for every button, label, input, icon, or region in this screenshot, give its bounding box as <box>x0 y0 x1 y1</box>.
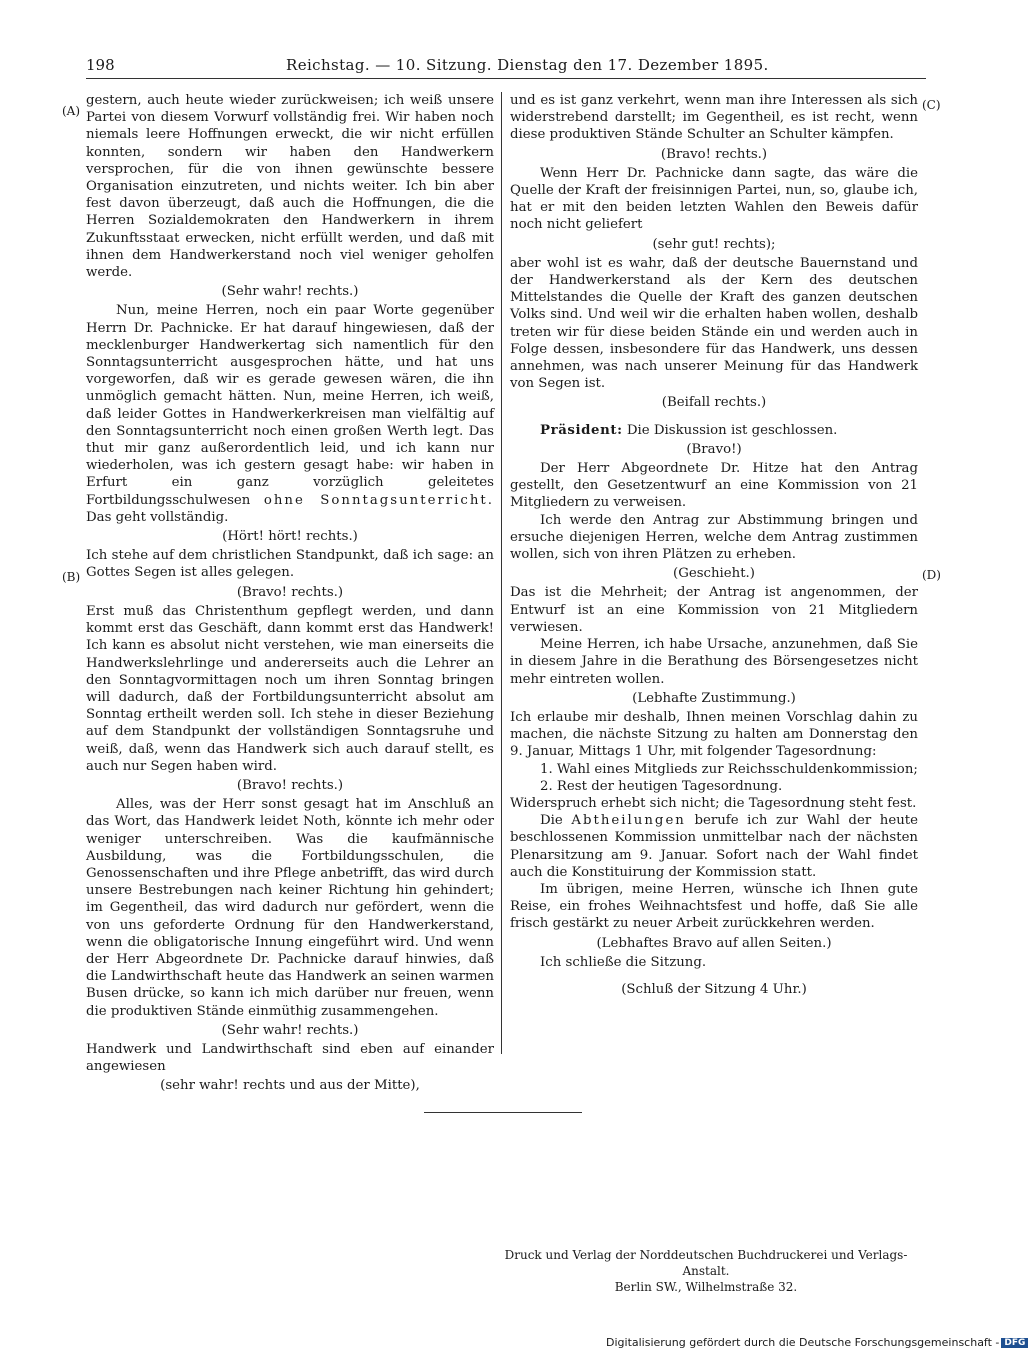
interjection: (Geschieht.) <box>673 566 755 582</box>
interjection: (Bravo! rechts.) <box>236 777 344 793</box>
speaker-name: Präsident: <box>540 422 623 438</box>
paragraph: Nun, meine Herren, noch ein paar Worte gegenüber Herrn Dr. Pachnicke. Er hat darauf hingewiesen, daß der mecklenburger Handwerkertag sich namentlich für den Sonntagsunterricht ausgesprochen hätte, und hat uns vorgeworfen, daß wir es gerade gewesen wären, die ihn unmöglich gemacht hätten. Nun, meine Herren, ich weiß, daß leider Gottes in Handwerkerkreisen man vielfältig auf den Sonntagsunterricht noch einen großen Werth legt. Das thut mir ganz außerordentlich leid, und ich kann nur wiederholen, was ich gestern gesagt habe: wir haben in Erfurt ein ganz vorzüglich geleitetes Fortbildungsschulwesen ohne Sonntagsunterricht. Das geht vollständig. <box>86 303 494 525</box>
paragraph: Das ist die Mehrheit; der Antrag ist angenommen, der Entwurf ist an eine Kommission von 21 Mitgliedern verwiesen. <box>510 585 918 635</box>
imprint <box>486 1247 926 1295</box>
paragraph: Im übrigen, meine Herren, wünsche ich Ihnen gute Reise, ein frohes Weihnachtsfest und hoffe, daß Sie alle frisch gestärkt zu neuer Arbeit zurückkehren werden. <box>510 881 918 932</box>
paragraph: Die Abtheilungen berufe ich zur Wahl der heute beschlossenen Kommission unmittelbar nach der nächsten Plenarsitzung am 9. Januar. Sofort nach der Wahl findet auch die Konstituirung der Kommission statt. <box>510 813 918 880</box>
paragraph: Präsident: Die Diskussion ist geschlossen. <box>540 422 838 438</box>
interjection: (Lebhafte Zustimmung.) <box>632 690 796 706</box>
dfg-logo: DFG <box>1001 1338 1028 1348</box>
paragraph: Erst muß das Christenthum gepflegt werden, und dann kommt erst das Geschäft, dann kommt erst das Handwerk! Ich kann es absolut nicht verstehen, wie man einerseits die Handwerkslehrlinge und andererseits auch die Lehrer an den Sonntagvormittagen noch um ihren Sonntag bringen will dadurch, daß der Fortbildungsunterricht absolut am Sonntag ertheilt werden soll. Ich stehe in dieser Beziehung auf dem Standpunkt der vollständigen Sonntagsruhe und weiß, daß, wenn das Handwerk sich auch darauf stellt, es auch nur Segen haben wird. <box>86 603 494 774</box>
session-close: (Schluß der Sitzung 4 Uhr.) <box>621 981 807 997</box>
paragraph: Alles, was der Herr sonst gesagt hat im Anschluß an das Wort, das Handwerk leidet Noth, könnte ich mehr oder weniger unterschreiben. Was die kaufmännische Ausbildung, was die Fortbildungsschulen, die Genossenschaften und ihre Pflege anbetrifft, das wird durch unsere Bestrebungen nach keiner Richtung hin gehindert; im Gegentheil, das wird dadurch nur gefördert, wenn die von uns geforderte Ordnung für den Handwerkerstand, wenn die obligatorische Innung eingeführt wird. Und wenn der Herr Abgeordnete Dr. Pachnicke darauf hinwies, daß die Landwirthschaft heute das Handwerk an seinen warmen Busen drücke, so kann ich mich darüber nur freuen, wenn die produktiven Stände einmüthig zusammengehen. <box>86 797 494 1019</box>
paragraph: Widerspruch erhebt sich nicht; die Tagesordnung steht fest. <box>510 795 917 811</box>
paragraph: Wenn Herr Dr. Pachnicke dann sagte, das wäre die Quelle der Kraft der freisinnigen Partei, nun, so, glaube ich, hat er mit den beiden letzten Wahlen den Beweis dafür noch nicht geliefert <box>510 165 918 233</box>
agenda-item: 2. Rest der heutigen Tagesordnung. <box>540 778 783 794</box>
interjection: (Bravo!) <box>686 441 742 457</box>
margin-marker-b: (B) <box>62 570 81 584</box>
digitization-note <box>606 1336 1026 1352</box>
margin-marker-c: (C) <box>922 98 941 112</box>
end-rule <box>424 1112 582 1113</box>
column-divider <box>501 92 502 1054</box>
paragraph: Ich erlaube mir deshalb, Ihnen meinen Vorschlag dahin zu machen, die nächste Sitzung zu halten am Donnerstag den 9. Januar, Mittags 1 Uhr, mit folgender Tagesordnung: <box>510 709 918 760</box>
funding-text: Digitalisierung gefördert durch die Deutsche Forschungsgemeinschaft - <box>606 1336 1000 1349</box>
interjection: (Bravo! rechts.) <box>236 584 344 600</box>
imprint-line: Druck und Verlag der Norddeutschen Buchdruckerei und Verlags-Anstalt. <box>504 1248 908 1278</box>
page-header <box>86 54 926 79</box>
paragraph: Ich schließe die Sitzung. <box>540 954 707 970</box>
interjection: (Sehr wahr! rechts.) <box>221 284 359 300</box>
interjection: (Lebhaftes Bravo auf allen Seiten.) <box>596 935 832 951</box>
margin-marker-a: (A) <box>62 104 81 118</box>
paragraph: aber wohl ist es wahr, daß der deutsche Bauernstand und der Handwerkerstand als der Kern des deutschen Mittelstandes die Quelle der Kraft des ganzen deutschen Volks sind. Und weil wir die erhalten haben wollen, deshalb treten wir für diese beiden Stände ein und werden auch in Folge dessen, insbesondere für das Handwerk, uns dessen annehmen, was nach unserer Meinung für das Handwerk von Segen ist. <box>510 255 918 392</box>
emphasis: Abtheilungen <box>571 813 686 829</box>
paragraph: Ich werde den Antrag zur Abstimmung bringen und ersuche diejenigen Herren, welche dem Antrag zustimmen wollen, sich von ihren Plätzen zu erheben. <box>510 512 918 563</box>
paragraph: Handwerk und Landwirthschaft sind eben auf einander angewiesen <box>86 1041 494 1075</box>
emphasis: ohne Sonntagsunterricht. <box>263 492 494 508</box>
interjection: (Sehr wahr! rechts.) <box>221 1022 359 1038</box>
interjection: (sehr gut! rechts); <box>652 236 776 252</box>
paragraph: Meine Herren, ich habe Ursache, anzunehmen, daß Sie in diesem Jahre in die Berathung des Börsengesetzes nicht mehr eintreten wollen. <box>510 637 918 687</box>
paragraph: Der Herr Abgeordnete Dr. Hitze hat den Antrag gestellt, den Gesetzentwurf an eine Kommission von 21 Mitgliedern zu verweisen. <box>510 461 918 511</box>
interjection: (Hört! hört! rechts.) <box>222 529 358 545</box>
page-number: 198 <box>86 56 115 74</box>
paragraph: Ich stehe auf dem christlichen Standpunkt, daß ich sage: an Gottes Segen ist alles gelegen. <box>86 548 494 581</box>
interjection: (sehr wahr! rechts und aus der Mitte), <box>160 1078 420 1094</box>
imprint-line: Berlin SW., Wilhelmstraße 32. <box>614 1280 798 1294</box>
running-title: Reichstag. — 10. Sitzung. Dienstag den 17. Dezember 1895. <box>286 56 769 74</box>
paragraph: gestern, auch heute wieder zurückweisen; ich weiß unsere Partei von diesem Vorwurf vollständig frei. Wir haben noch niemals leere Hoffnungen erweckt, die wir nicht erfüllen konnten, sondern wir haben den Handwerkern versprochen, für die von ihnen gewünschte bessere Organisation einzutreten, und nichts weiter. Ich bin aber fest davon überzeugt, daß auch die Hoffnungen, die die Herren Sozialdemokraten den Handwerkern in ihrem Zukunftsstaat erwecken, nicht erfüllt werden, und daß mit ihnen dem Handwerkerstand noch viel weniger geholfen werde. <box>86 93 494 281</box>
agenda-item: 1. Wahl eines Mitglieds zur Reichsschuldenkommission; <box>540 761 918 777</box>
left-column <box>86 92 494 1094</box>
margin-marker-d: (D) <box>922 568 941 582</box>
interjection: (Bravo! rechts.) <box>660 146 768 162</box>
paragraph: und es ist ganz verkehrt, wenn man ihre Interessen als sich widerstrebend darstellt; im Gegentheil, es ist recht, wenn diese produktiven Stände Schulter an Schulter kämpfen. <box>510 93 918 143</box>
interjection: (Beifall rechts.) <box>661 395 767 411</box>
right-column <box>510 92 918 1052</box>
